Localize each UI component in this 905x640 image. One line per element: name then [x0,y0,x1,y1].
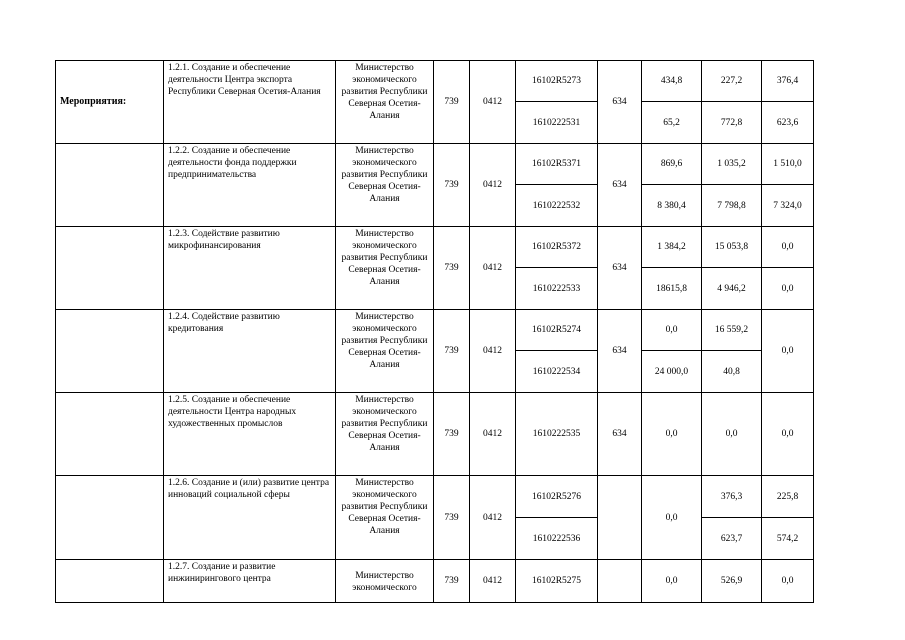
value-cell: 0,0 [762,560,814,603]
target-code: 16102R5273 [516,61,598,102]
value-cell: 0,0 [642,560,702,603]
vr-code: 634 [598,393,642,476]
value-cell: 526,9 [702,560,762,603]
value-cell: 4 946,2 [702,268,762,310]
empty-cell [56,310,164,393]
value-cell: 1 510,0 [762,144,814,185]
ministry-name: Министерство экономического развития Республики Северная Осетия-Алания [336,227,434,310]
value-cell: 0,0 [762,227,814,268]
vr-code [598,560,642,603]
value-cell: 0,0 [702,393,762,476]
value-cell: 434,8 [642,61,702,102]
table-row [56,310,814,351]
budget-table [55,60,814,603]
value-cell: 15 053,8 [702,227,762,268]
value-cell: 8 380,4 [642,185,702,227]
grbs-code: 739 [434,144,470,227]
value-cell: 1 035,2 [702,144,762,185]
rzpr-code: 0412 [470,61,516,144]
vr-code [598,476,642,560]
target-code: 1610222536 [516,518,598,560]
vr-code: 634 [598,144,642,227]
value-cell: 225,8 [762,476,814,518]
target-code: 16102R5275 [516,560,598,603]
measure-name: 1.2.1. Создание и обеспечение деятельности Центра экспорта Республики Северная Осетия-Алания [164,61,336,144]
value-cell: 0,0 [762,393,814,476]
empty-cell [56,393,164,476]
empty-cell [56,476,164,560]
target-code: 16102R5372 [516,227,598,268]
target-code: 1610222533 [516,268,598,310]
measure-name: 1.2.7. Создание и развитие инжинирингового центра [164,560,336,603]
value-cell: 65,2 [642,102,702,144]
grbs-code: 739 [434,227,470,310]
target-code: 16102R5276 [516,476,598,518]
target-code: 1610222532 [516,185,598,227]
ministry-name: Министерство экономического развития Республики Северная Осетия-Алания [336,144,434,227]
rzpr-code: 0412 [470,393,516,476]
grbs-code: 739 [434,310,470,393]
ministry-name: Министерство экономического развития Республики Северная Осетия-Алания [336,393,434,476]
target-code: 1610222534 [516,351,598,393]
value-cell: 227,2 [702,61,762,102]
ministry-name: Министерство экономического [336,560,434,603]
target-code: 1610222535 [516,393,598,476]
target-code: 1610222531 [516,102,598,144]
value-cell: 376,3 [702,476,762,518]
empty-cell [56,144,164,227]
table-row [56,560,814,603]
value-cell: 16 559,2 [702,310,762,351]
value-cell: 376,4 [762,61,814,102]
empty-cell [56,560,164,603]
ministry-name: Министерство экономического развития Республики Северная Осетия-Алания [336,310,434,393]
section-label: Мероприятия: [56,61,164,144]
measure-name: 1.2.2. Создание и обеспечение деятельности фонда поддержки предпринимательства [164,144,336,227]
measure-name: 1.2.4. Содействие развитию кредитования [164,310,336,393]
target-code: 16102R5371 [516,144,598,185]
ministry-name: Министерство экономического развития Республики Северная Осетия-Алания [336,61,434,144]
table-row [56,393,814,476]
value-cell: 0,0 [642,310,702,351]
ministry-name: Министерство экономического развития Республики Северная Осетия-Алания [336,476,434,560]
vr-code: 634 [598,310,642,393]
value-cell: 18615,8 [642,268,702,310]
value-cell: 1 384,2 [642,227,702,268]
value-cell: 772,8 [702,102,762,144]
rzpr-code: 0412 [470,476,516,560]
value-cell: 40,8 [702,351,762,393]
value-cell: 0,0 [642,476,702,560]
rzpr-code: 0412 [470,310,516,393]
value-cell: 623,7 [702,518,762,560]
grbs-code: 739 [434,61,470,144]
value-cell: 24 000,0 [642,351,702,393]
value-cell: 623,6 [762,102,814,144]
value-cell: 7 798,8 [702,185,762,227]
table-row [56,476,814,518]
measure-name: 1.2.6. Создание и (или) развитие центра инноваций социальной сферы [164,476,336,560]
rzpr-code: 0412 [470,560,516,603]
grbs-code: 739 [434,393,470,476]
rzpr-code: 0412 [470,227,516,310]
measure-name: 1.2.3. Содействие развитию микрофинансирования [164,227,336,310]
vr-code: 634 [598,227,642,310]
measure-name: 1.2.5. Создание и обеспечение деятельности Центра народных художественных промыслов [164,393,336,476]
value-cell: 574,2 [762,518,814,560]
table-row [56,144,814,185]
grbs-code: 739 [434,560,470,603]
value-cell: 0,0 [762,268,814,310]
table-row [56,61,814,102]
value-cell: 7 324,0 [762,185,814,227]
value-cell: 0,0 [762,310,814,393]
value-cell: 869,6 [642,144,702,185]
vr-code: 634 [598,61,642,144]
rzpr-code: 0412 [470,144,516,227]
empty-cell [56,227,164,310]
grbs-code: 739 [434,476,470,560]
value-cell: 0,0 [642,393,702,476]
table-row [56,227,814,268]
target-code: 16102R5274 [516,310,598,351]
